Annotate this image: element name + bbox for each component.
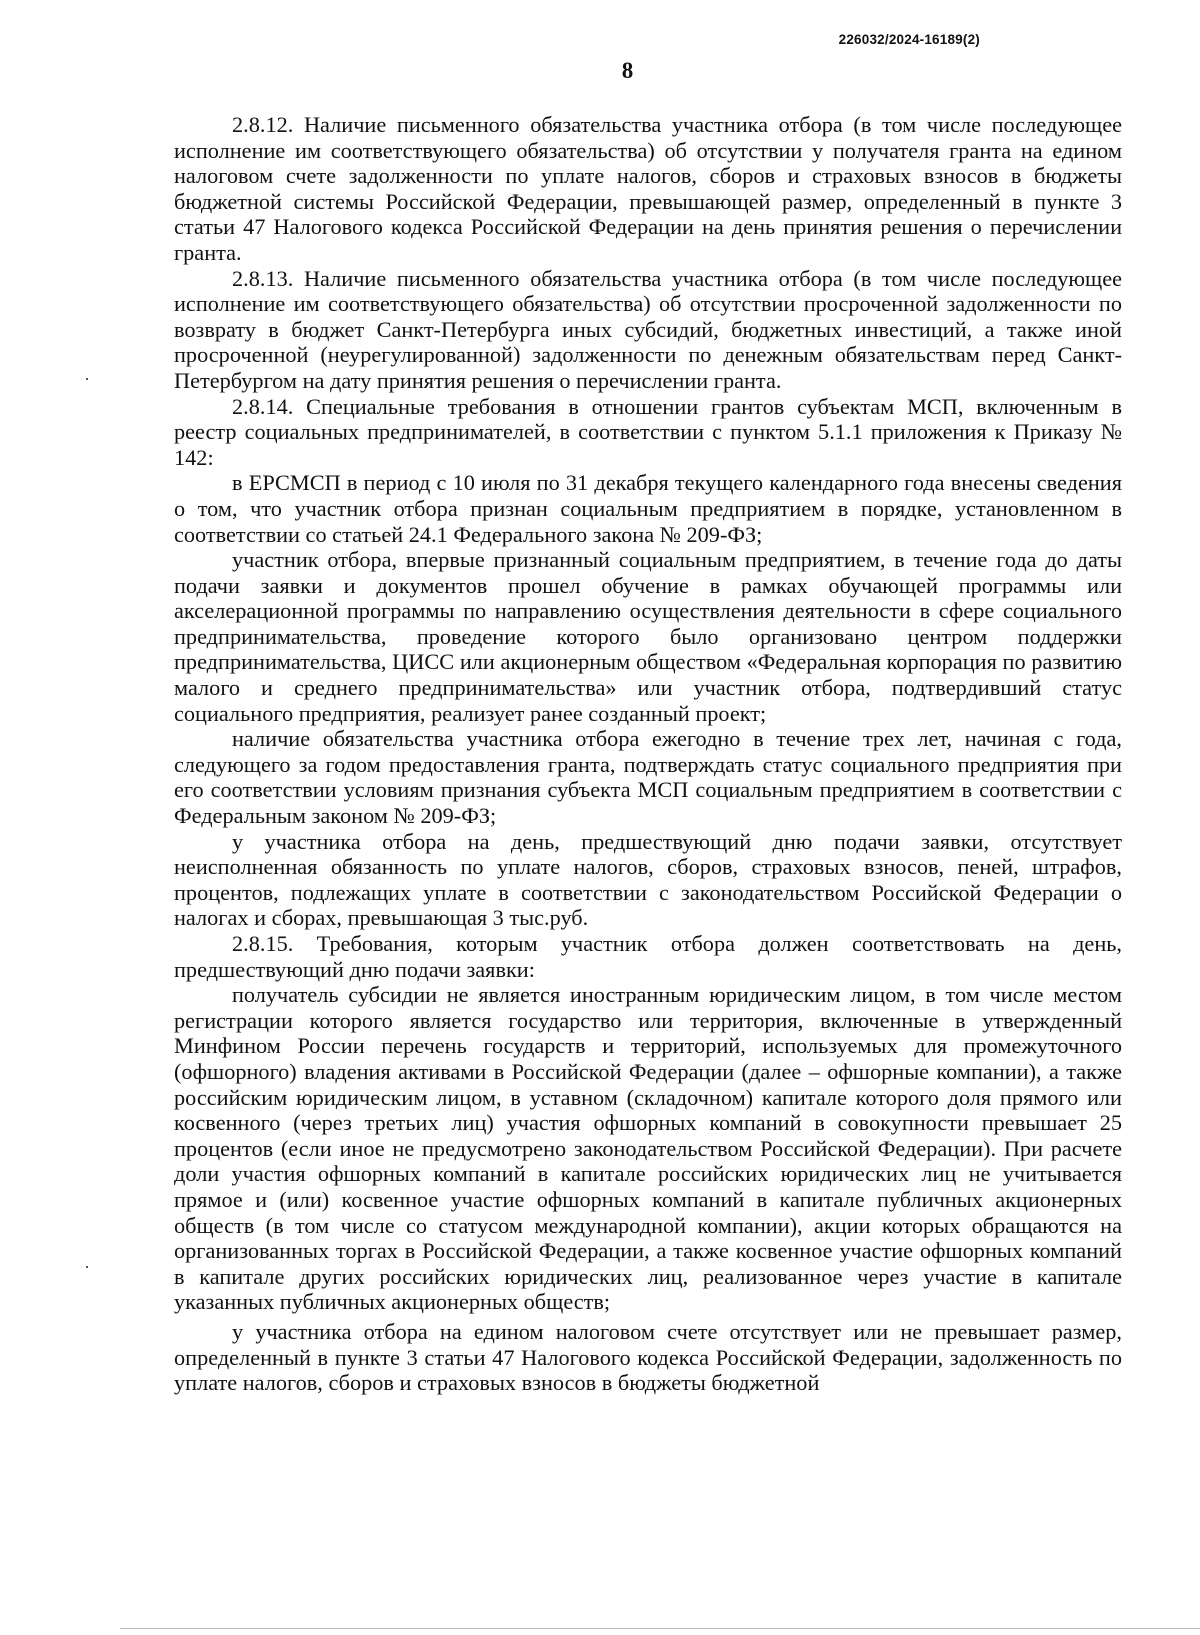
page-number: 8 <box>621 58 634 83</box>
paragraph-2-8-12: 2.8.12. Наличие письменного обязательства участника отбора (в том числе последующее исполнение им соответствующего обязательства) об отсутствии у получателя гранта на едином налоговом счете задолженности по уплате налогов, сборов и страховых взносов в бюджеты бюджетной системы Российской Федерации, превышающей размер, определенный в пункте 3 статьи 47 Налогового кодекса Российской Федерации на день принятия решения о перечислении гранта. <box>174 112 1122 265</box>
paragraph-training-requirement: участник отбора, впервые признанный социальным предприятием, в течение года до даты подачи заявки и документов прошел обучение в рамках обучающей программы или акселерационной программы по направлению осуществления деятельности в сфере социального предпринимательства, проведение которого было организовано центром поддержки предпринимательства, ЦИСС или акционерным обществом «Федеральная корпорация по развитию малого и среднего предпринимательства» или участник отбора, подтвердивший статус социального предприятия, реализует ранее созданный проект; <box>174 547 1122 726</box>
scan-speck <box>86 1266 88 1268</box>
document-body <box>174 112 1122 1396</box>
paragraph-tax-debt-requirement: у участника отбора на день, предшествующий дню подачи заявки, отсутствует неисполненная обязанность по уплате налогов, сборов, страховых взносов, пеней, штрафов, процентов, подлежащих уплате в соответствии с законодательством Российской Федерации о налогах и сборах, превышающая 3 тыс.руб. <box>174 828 1122 931</box>
paragraph-2-8-14: 2.8.14. Специальные требования в отношении грантов субъектам МСП, включенным в реестр социальных предпринимателей, в соответствии с пунктом 5.1.1 приложения к Приказу № 142: <box>174 393 1122 470</box>
document-registration-number: 226032/2024-16189(2) <box>838 32 980 47</box>
paragraph-ersmsp-requirement: в ЕРСМСП в период с 10 июля по 31 декабря текущего календарного года внесены сведения о том, что участник отбора признан социальным предприятием в порядке, установленном в соответствии со статьей 24.1 Федерального закона № 209-ФЗ; <box>174 470 1122 547</box>
paragraph-tax-account-requirement: у участника отбора на едином налоговом счете отсутствует или не превышает размер, определенный в пункте 3 статьи 47 Налогового кодекса Российской Федерации, задолженность по уплате налогов, сборов и страховых взносов в бюджеты бюджетной <box>174 1318 1122 1396</box>
paragraph-2-8-15: 2.8.15. Требования, которым участник отбора должен соответствовать на день, предшествующий дню подачи заявки: <box>174 931 1122 982</box>
scan-bottom-edge <box>120 1628 1200 1629</box>
scan-speck <box>86 378 88 380</box>
paragraph-status-obligation: наличие обязательства участника отбора ежегодно в течение трех лет, начиная с года, следующего за годом предоставления гранта, подтверждать статус социального предприятия при его соответствии условиям признания субъекта МСП социальным предприятием в соответствии с Федеральным законом № 209-ФЗ; <box>174 726 1122 829</box>
paragraph-offshore-requirement: получатель субсидии не является иностранным юридическим лицом, в том числе местом регистрации которого является государство или территория, включенные в утвержденный Минфином России перечень государств и территорий, используемых для промежуточного (офшорного) владения активами в Российской Федерации (далее – офшорные компании), а также российским юридическим лицом, в уставном (складочном) капитале которого доля прямого или косвенного (через третьих лиц) участия офшорных компаний в совокупности превышает 25 процентов (если иное не предусмотрено законодательством Российской Федерации). При расчете доли участия офшорных компаний в капитале российских юридических лиц не учитывается прямое и (или) косвенное участие офшорных компаний в капитале публичных акционерных обществ (в том числе со статусом международной компании), акции которых обращаются на организованных торгах в Российской Федерации, а также косвенное участие офшорных компаний в капитале других российских юридических лиц, реализованное через участие в капитале указанных публичных акционерных обществ; <box>174 982 1122 1315</box>
paragraph-2-8-13: 2.8.13. Наличие письменного обязательства участника отбора (в том числе последующее исполнение им соответствующего обязательства) об отсутствии просроченной задолженности по возврату в бюджет Санкт-Петербурга иных субсидий, бюджетных инвестиций, а также иной просроченной (неурегулированной) задолженности по денежным обязательствам перед Санкт-Петербургом на дату принятия решения о перечислении гранта. <box>174 265 1122 393</box>
